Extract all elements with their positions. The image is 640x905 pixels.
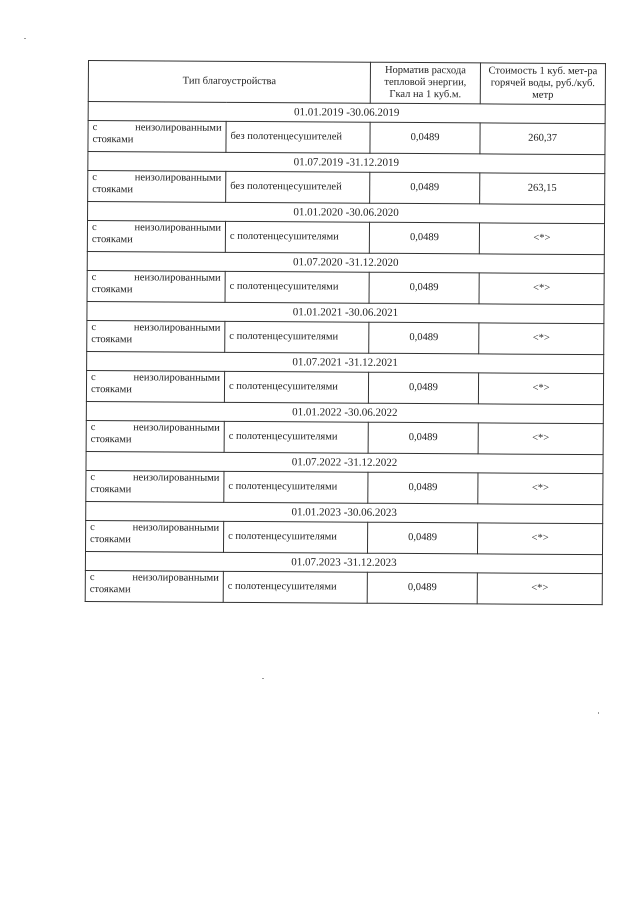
period-label: 01.07.2021 -31.12.2021 [87, 351, 604, 373]
period-label: 01.07.2019 -31.12.2019 [88, 152, 605, 174]
cell-norm: 0,0489 [368, 472, 478, 504]
cell-cost: <*> [477, 523, 602, 555]
cell-type-line1: с неизолированными [90, 522, 220, 534]
cell-type-line1: с неизолированными [89, 572, 219, 584]
scan-speck [598, 712, 599, 714]
cell-type-line2: стояками [91, 334, 133, 346]
cell-type-line1: с неизолированными [90, 422, 220, 434]
cell-type-line1: с неизолированными [92, 172, 222, 184]
cell-type-line1: с неизолированными [91, 272, 221, 284]
table-row [87, 221, 604, 255]
cell-type [86, 420, 224, 452]
cell-cost: 260,37 [480, 123, 605, 155]
period-label: 01.01.2021 -30.06.2021 [87, 301, 604, 323]
cell-type [85, 520, 223, 552]
cell-norm: 0,0489 [370, 172, 480, 204]
period-label: 01.01.2019 -30.06.2019 [88, 102, 605, 124]
cell-type-line2: стояками [90, 534, 131, 546]
cell-norm: 0,0489 [369, 222, 479, 254]
table-header [88, 61, 605, 105]
cell-norm: 0,0489 [367, 572, 477, 604]
period-label: 01.01.2020 -30.06.2020 [88, 202, 605, 224]
cell-type-line2: стояками [91, 234, 133, 246]
period-label: 01.07.2020 -31.12.2020 [87, 251, 604, 273]
header-norm: Норматив расхода тепловой энергии, Гкал на 1 куб.м. [370, 62, 480, 104]
cell-norm: 0,0489 [368, 372, 478, 404]
cell-norm: 0,0489 [369, 322, 479, 354]
cell-subtype: без полотенцесушителей [226, 121, 370, 153]
cell-type-line1: с неизолированными [92, 122, 222, 134]
cell-subtype: с полотенцесушителями [224, 421, 368, 453]
cell-type [87, 270, 225, 302]
table-row [86, 420, 603, 454]
cell-subtype: без полотенцесушителей [226, 171, 370, 203]
cell-type [87, 320, 225, 352]
cell-type-line2: стояками [92, 134, 134, 146]
table-row [85, 520, 602, 554]
cell-cost: <*> [478, 373, 603, 405]
period-label: 01.07.2022 -31.12.2022 [86, 451, 603, 473]
cell-type [86, 370, 224, 402]
cell-subtype: с полотенцесушителями [223, 521, 367, 553]
cell-type-line1: с неизолированными [91, 372, 221, 384]
cell-type-line2: стояками [92, 184, 134, 196]
cell-type-line1: с неизолированными [90, 472, 220, 484]
cell-cost: <*> [478, 423, 603, 455]
cell-cost: <*> [477, 573, 602, 605]
table-body [85, 102, 605, 605]
cell-type-line2: стояками [89, 584, 131, 596]
cell-type-line2: стояками [90, 484, 132, 496]
cell-subtype: с полотенцесушителями [224, 471, 368, 503]
cell-type [87, 221, 225, 253]
cell-type [88, 121, 226, 153]
cell-type-line2: стояками [91, 284, 133, 296]
table-row [88, 171, 605, 205]
cell-subtype: с полотенцесушителями [225, 221, 369, 253]
period-label: 01.01.2022 -30.06.2022 [86, 401, 603, 423]
cell-norm: 0,0489 [368, 422, 478, 454]
cell-type [86, 470, 224, 502]
scan-speck [24, 38, 26, 39]
cell-cost: <*> [479, 323, 604, 355]
cell-type-line2: стояками [90, 384, 132, 396]
scan-speck [262, 678, 264, 679]
tariff-table [85, 60, 606, 605]
cell-subtype: с полотенцесушителями [224, 371, 368, 403]
period-label: 01.01.2023 -30.06.2023 [86, 501, 603, 523]
table-row [86, 470, 603, 504]
header-cost: Стоимость 1 куб. мет-ра горячей воды, руб./куб. метр [480, 63, 605, 105]
period-label: 01.07.2023 -31.12.2023 [85, 551, 602, 573]
cell-subtype: с полотенцесушителями [225, 321, 369, 353]
table-row [86, 370, 603, 404]
table-row [87, 320, 604, 354]
cell-subtype: с полотенцесушителями [225, 271, 369, 303]
table-row [87, 270, 604, 304]
cell-type-line1: с неизолированными [91, 322, 221, 334]
cell-subtype: с полотенцесушителями [223, 571, 367, 603]
cell-cost: <*> [479, 273, 604, 305]
cell-type-line1: с неизолированными [91, 222, 222, 234]
cell-type-line2: стояками [90, 434, 132, 446]
header-type: Тип благоустройства [88, 61, 370, 104]
table-row [88, 121, 605, 155]
cell-cost: <*> [478, 473, 603, 505]
cell-norm: 0,0489 [369, 272, 479, 304]
cell-cost: <*> [479, 223, 604, 255]
cell-cost: 263,15 [480, 173, 605, 205]
table-row [85, 570, 602, 604]
cell-norm: 0,0489 [367, 522, 477, 554]
cell-type [85, 570, 223, 602]
cell-type [88, 171, 226, 203]
cell-norm: 0,0489 [370, 122, 480, 154]
